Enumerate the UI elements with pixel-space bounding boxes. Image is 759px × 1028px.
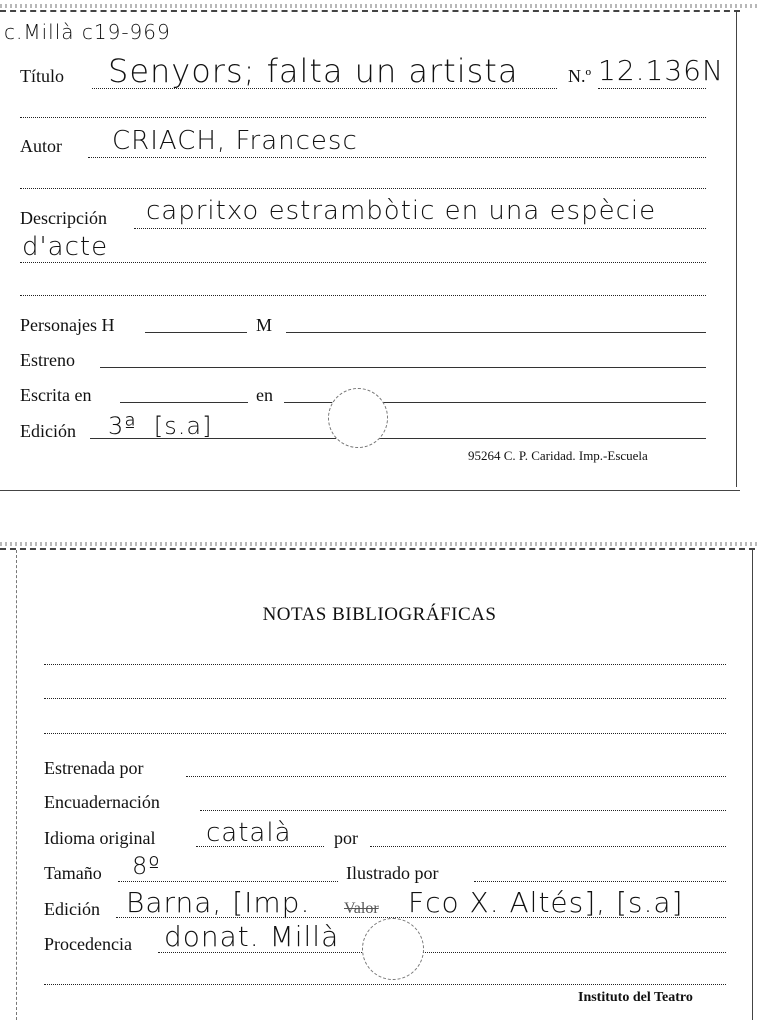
tamano-label: Tamaño bbox=[44, 863, 102, 883]
edicion-label: Edición bbox=[44, 899, 100, 919]
descripcion-line bbox=[134, 228, 706, 229]
footer-institution: Instituto del Teatro bbox=[578, 990, 693, 1005]
descripcion-label: Descripción bbox=[20, 208, 107, 228]
card-edge-texture bbox=[0, 4, 759, 8]
encuadernacion-line bbox=[200, 810, 726, 811]
card-top-edge bbox=[0, 548, 755, 550]
blank-line bbox=[44, 984, 726, 985]
autor-value: CRIACH, Francesc bbox=[112, 126, 358, 156]
card-edge-texture bbox=[0, 542, 759, 546]
personajes-label: Personajes H bbox=[20, 315, 115, 335]
descripcion-value: capritxo estrambòtic en una espècie bbox=[146, 196, 657, 226]
escrita-label: Escrita en bbox=[20, 385, 92, 405]
numero-label: N.º bbox=[568, 66, 592, 86]
edicion-label: Edición bbox=[20, 421, 76, 441]
ilustrado-label: Ilustrado por bbox=[346, 863, 439, 883]
notes-line bbox=[44, 698, 726, 699]
autor-line bbox=[88, 157, 706, 158]
estrenada-label: Estrenada por bbox=[44, 758, 144, 778]
idioma-por-line bbox=[370, 846, 726, 847]
estrenada-line bbox=[186, 776, 726, 777]
encuadernacion-label: Encuadernación bbox=[44, 792, 160, 812]
escrita-line bbox=[120, 402, 248, 403]
notes-line bbox=[44, 733, 726, 734]
descripcion-line-2 bbox=[20, 262, 706, 263]
blank-line bbox=[20, 295, 706, 296]
idioma-label: Idioma original bbox=[44, 828, 156, 848]
card-right-edge bbox=[736, 12, 737, 487]
personajes-h-line bbox=[145, 332, 247, 333]
estreno-label: Estreno bbox=[20, 350, 75, 370]
personajes-m-label: M bbox=[256, 315, 273, 335]
punch-hole bbox=[362, 918, 424, 980]
ilustrado-line bbox=[474, 881, 726, 882]
tamano-value: 8º bbox=[132, 852, 161, 880]
procedencia-value: donat. Millà bbox=[164, 920, 340, 953]
blank-line bbox=[20, 117, 706, 118]
procedencia-label: Procedencia bbox=[44, 934, 132, 954]
descripcion-value-2: d'acte bbox=[22, 232, 109, 262]
card-top-edge bbox=[0, 10, 740, 12]
autor-label: Autor bbox=[20, 136, 62, 156]
printer-note: 95264 C. P. Caridad. Imp.-Escuela bbox=[468, 448, 648, 463]
titulo-value: Senyors; falta un artista bbox=[108, 52, 519, 90]
punch-hole bbox=[328, 388, 388, 448]
tamano-line bbox=[118, 881, 338, 882]
edicion-value-a: Barna, [Imp. bbox=[126, 886, 311, 919]
corner-note: c.Millà c19-969 bbox=[4, 20, 171, 44]
notas-heading: NOTAS BIBLIOGRÁFICAS bbox=[262, 604, 497, 625]
edicion-printed-valor: Valor bbox=[344, 900, 379, 917]
personajes-m-line bbox=[286, 332, 706, 333]
numero-value: 12.136N bbox=[598, 54, 724, 87]
idioma-por-label: por bbox=[334, 828, 358, 848]
estreno-line bbox=[100, 367, 706, 368]
blank-line bbox=[20, 188, 706, 189]
titulo-label: Título bbox=[20, 66, 64, 86]
numero-line bbox=[598, 88, 706, 89]
idioma-value: català bbox=[206, 818, 292, 848]
edicion-value: 3ª [s.a] bbox=[108, 412, 213, 440]
card-bottom-edge bbox=[0, 490, 740, 491]
escrita-en-label: en bbox=[256, 385, 273, 405]
edicion-value-b: Fco X. Altés], [s.a] bbox=[408, 886, 684, 919]
notes-line bbox=[44, 664, 726, 665]
